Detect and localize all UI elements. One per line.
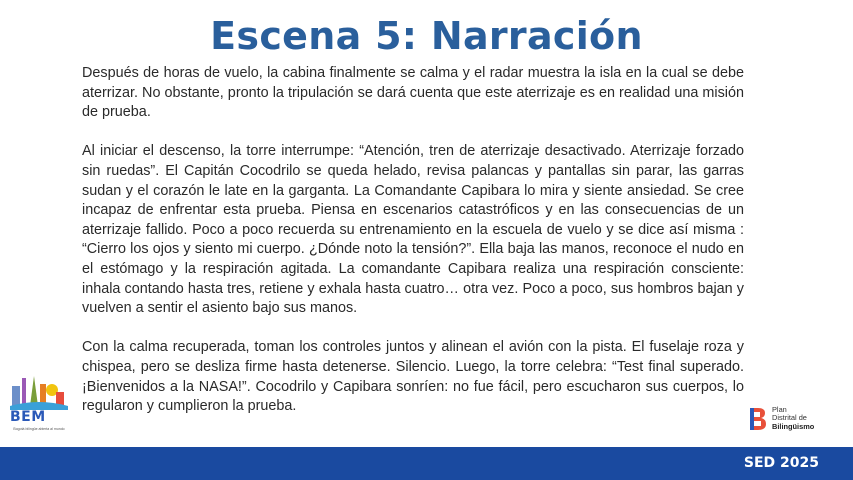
plan-line-1: Plan [772,405,787,414]
plan-line-2: Distrital de [772,413,807,423]
slide-title: Escena 5: Narración [210,14,643,58]
footer-bar [0,447,853,480]
bem-wordmark: BEM [10,409,46,425]
paragraph-2: Al iniciar el descenso, la torre interrumpe: “Atención, tren de aterrizaje desactivado. Aterrizaje forzado sin ruedas”. El Capitán Cocodrilo se queda helado, revisa palancas y pantallas sin parar, las garras sudan y el corazón le late en la garganta. La Comandante Capibara lo mira y siente ansiedad. Se cree incapaz de enfrentar esta prueba. Piensa en escenarios catastróficos y en las consecuencias de un aterrizaje fallido. Poco a poco recuerda su entrenamiento en la escuela de vuelo y se dice así misma : “Cierro los ojos y siento mi cuerpo. ¿Dónde noto la tensión?”. Ella baja las manos, reconoce el nudo en el estómago y la respiración agitada. La comandante Capibara realiza una respiración consciente: inhala contando hasta tres, retiene y exhala hasta cuatro… otra vez. Poco a poco, sus hombros bajan y vuelven a sentir el asiento bajo sus manos. [82,143,744,317]
plan-distrital-logo [748,406,838,436]
footer-label: SED 2025 [743,455,819,471]
paragraph-1: Después de horas de vuelo, la cabina finalmente se calma y el radar muestra la isla en la cual se debe aterrizar. No obstante, pronto la tripulación se dará cuenta que este aterrizaje es en realidad una misión de prueba. [82,65,744,121]
landmarks-icon [8,372,70,412]
narration-text [82,64,744,436]
plan-line-3: Bilingüismo [772,421,815,431]
bem-tagline: Bogotá bilingüe abierta al mundo [13,427,65,431]
paragraph-3: Con la calma recuperada, toman los controles juntos y alinean el avión con la pista. El fuselaje roza y chispea, pero se desliza firme hasta detenerse. Silencio. Luego, la torre celebra: “Test final superado. ¡Bienvenidos a la NASA!”. Cocodrilo y Capibara sonríen: no fue fácil, pero escucharon sus cuerpos, lo regularon y cumplieron la prueba. [82,339,744,415]
plan-b-icon [748,406,768,432]
bem-logo [8,372,70,438]
